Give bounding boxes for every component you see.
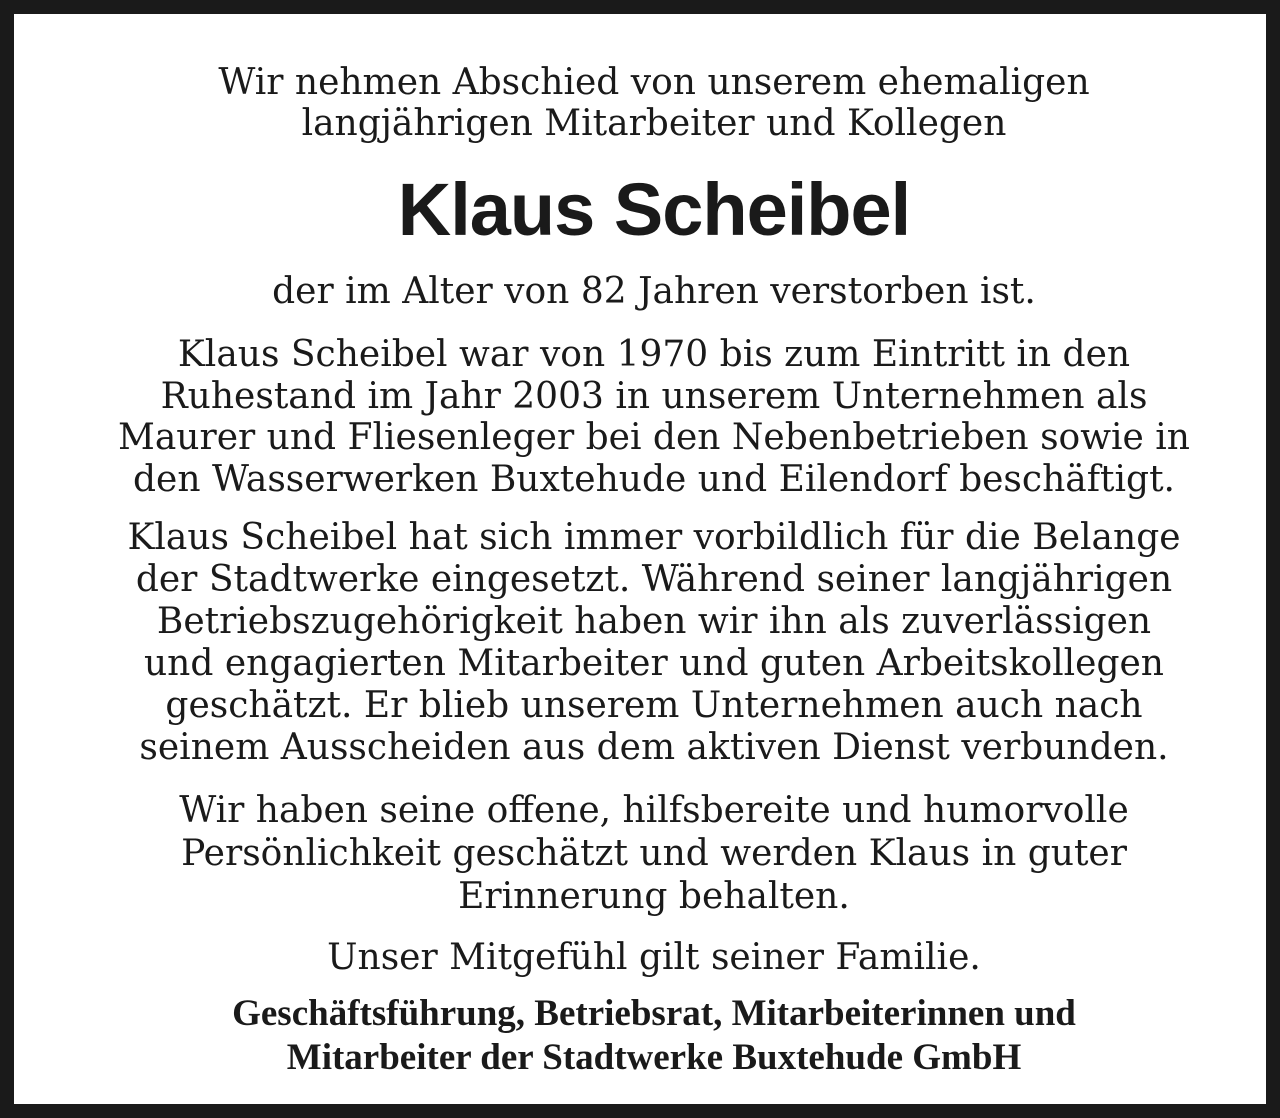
deceased-name: Klaus Scheibel xyxy=(397,168,911,251)
career-paragraph: Klaus Scheibel war von 1970 bis zum Eintritt in den Ruhestand im Jahr 2003 in unserem Unternehmen als Maurer und Fliesenleger bei den Nebenbetrieben sowie in den Wasserwerken Buxtehude und Eilendorf beschäftigt. xyxy=(117,334,1190,500)
remembrance-paragraph: Wir haben seine offene, hilfsbereite und humorvolle Persönlichkeit geschätzt und werden Klaus in guter Erinnerung behalten. xyxy=(179,790,1129,917)
tribute-paragraph: Klaus Scheibel hat sich immer vorbildlich für die Belange der Stadtwerke eingesetzt. Während seiner langjährigen Betriebszugehörigkeit haben wir ihn als zuverlässigen und engagierten Mitarbeiter und guten Arbeitskollegen geschätzt. Er blieb unserem Unternehmen auch nach seinem Ausscheiden aus dem aktiven Dienst verbunden. xyxy=(127,517,1181,768)
signature: Geschäftsführung, Betriebsrat, Mitarbeiterinnen und Mitarbeiter der Stadtwerke Buxtehude GmbH xyxy=(232,993,1076,1078)
sympathy-line: Unser Mitgefühl gilt seiner Familie. xyxy=(327,937,981,978)
age-line: der im Alter von 82 Jahren verstorben ist. xyxy=(272,271,1036,312)
intro-text: Wir nehmen Abschied von unserem ehemaligen langjährigen Mitarbeiter und Kollegen xyxy=(218,62,1090,144)
